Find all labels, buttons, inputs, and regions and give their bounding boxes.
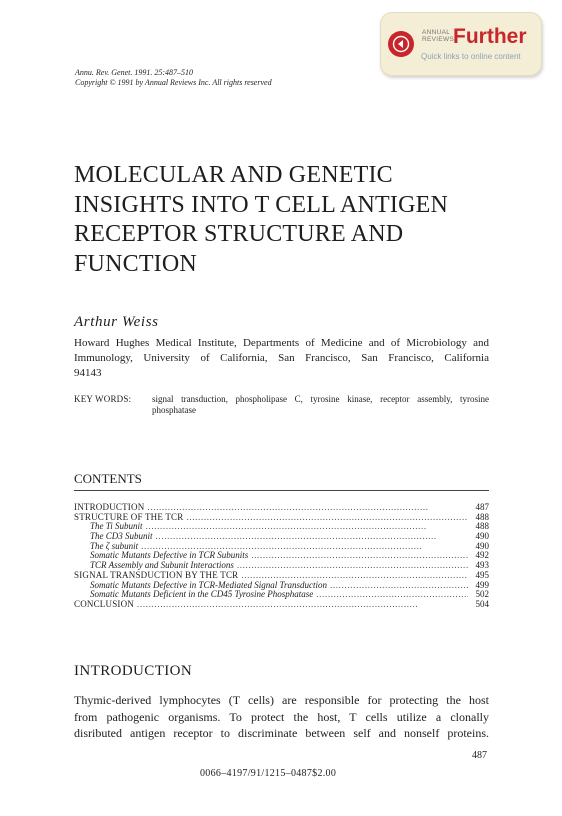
price-code: 0066–4197/91/1215–0487$2.00: [200, 768, 337, 779]
title-line: FUNCTION: [74, 250, 197, 277]
title-line: RECEPTOR STRUCTURE AND: [74, 221, 404, 247]
annual-reviews-further-banner[interactable]: [380, 12, 542, 76]
table-of-contents: [74, 503, 489, 610]
banner-further-text: Further: [453, 25, 527, 48]
toc-entry-label: CONCLUSION: [74, 598, 135, 609]
body-line: from pathogenic organisms. To protect the host, T cells utilize a clonally: [74, 709, 489, 724]
toc-entry-page: 493: [475, 560, 489, 571]
affiliation: [74, 336, 489, 366]
toc-entry-page: 490: [475, 540, 489, 551]
page-number: 487: [472, 750, 487, 761]
toc-dot-leader: [137, 600, 468, 610]
toc-entry-label: SIGNAL TRANSDUCTION BY THE TCR: [74, 569, 239, 580]
toc-dot-leader: [146, 522, 468, 532]
body-line: disributed antigen receptor to discriminate between self and nonself proteins.: [74, 726, 489, 740]
toc-entry-label: The Ti Subunit: [90, 521, 143, 532]
introduction-body: [74, 692, 489, 742]
journal-citation: [75, 68, 272, 88]
affiliation-line: Howard Hughes Medical Institute, Departments of Medicine and of Microbiology and: [74, 337, 489, 349]
keywords-value: signal transduction, phospholipase C, tyrosine kinase, receptor assembly, tyrosine phosphatase: [152, 394, 489, 415]
toc-entry-label: The CD3 Subunit: [90, 531, 153, 542]
toc-entry-label: Somatic Mutants Defective in TCR-Mediated Signal Transduction: [90, 579, 327, 590]
toc-dot-leader: [237, 561, 468, 571]
toc-entry[interactable]: [74, 600, 489, 610]
play-back-icon: [388, 31, 414, 57]
toc-dot-leader: [156, 532, 468, 542]
toc-entry-page: 490: [475, 531, 489, 542]
toc-entry-page: 502: [475, 589, 489, 600]
toc-entry-page: 492: [475, 550, 489, 561]
toc-entry-label: The ζ subunit: [90, 540, 139, 551]
toc-entry-label: STRUCTURE OF THE TCR: [74, 511, 184, 522]
toc-dot-leader: [251, 551, 468, 561]
toc-entry-page: 487: [475, 502, 489, 512]
toc-dot-leader: [186, 513, 468, 523]
copyright-line: Copyright © 1991 by Annual Reviews Inc. All rights reserved: [75, 78, 272, 87]
toc-entry-label: TCR Assembly and Subunit Interactions: [90, 560, 234, 571]
toc-entry-page: 488: [475, 511, 489, 522]
toc-entry[interactable]: [74, 590, 489, 600]
toc-entry-page: 495: [475, 569, 489, 580]
citation-line: Annu. Rev. Genet. 1991. 25:487–510: [75, 68, 194, 77]
toc-entry-page: 488: [475, 521, 489, 532]
author-name: Arthur Weiss: [74, 314, 159, 330]
toc-entry-label: Somatic Mutants Deficient in the CD45 Tyrosine Phosphatase: [90, 589, 314, 600]
toc-entry-label: Somatic Mutants Defective in TCR Subunits: [90, 550, 249, 561]
banner-tagline: Quick links to online content: [421, 52, 521, 61]
keywords-label: KEY WORDS:: [74, 394, 132, 404]
body-line: Thymic-derived lymphocytes (T cells) are responsible for protecting the host: [74, 693, 489, 707]
toc-entry-label: INTRODUCTION: [74, 502, 145, 512]
title-line: MOLECULAR AND GENETIC: [74, 162, 393, 188]
contents-heading: CONTENTS: [74, 471, 142, 486]
toc-entry-page: 499: [475, 579, 489, 590]
toc-dot-leader: [147, 503, 468, 513]
affiliation-line: Immunology, University of California, San Francisco, San Francisco, California: [74, 352, 489, 364]
article-title: [74, 161, 494, 279]
banner-reviews-text: REVIEWS: [422, 36, 455, 43]
title-line: INSIGHTS INTO T CELL ANTIGEN: [74, 191, 449, 218]
toc-entry-page: 504: [475, 598, 489, 609]
banner-annual-text: ANNUAL: [422, 29, 451, 36]
toc-dot-leader: [316, 590, 468, 600]
affiliation-zip: 94143: [74, 367, 102, 379]
introduction-heading: INTRODUCTION: [74, 663, 193, 679]
toc-dot-leader: [330, 581, 468, 591]
contents-divider: [74, 490, 489, 491]
